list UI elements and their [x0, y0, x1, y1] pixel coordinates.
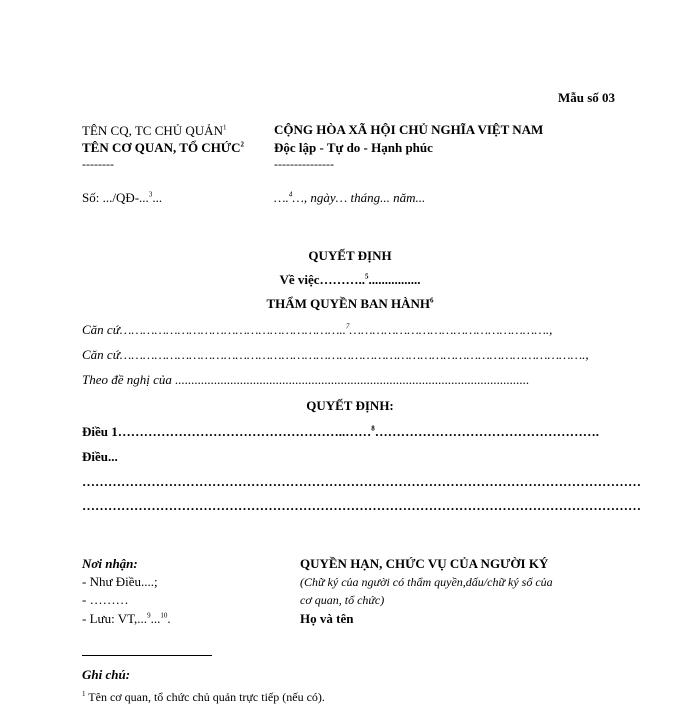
document-number: Số: .../QĐ-...$^3$...	[82, 190, 163, 205]
agency-name: TÊN CƠ QUAN, TỔ CHỨC$^2$	[82, 140, 245, 155]
signer-title: QUYỀN HẠN, CHỨC VỤ CỦA NGƯỜI KÝ	[300, 556, 549, 571]
parent-agency-name: TÊN CQ, TC CHỦ QUẢN$^1$	[82, 123, 227, 138]
national-title: CỘNG HÒA XÃ HỘI CHỦ NGHĨA VIỆT NAM	[274, 122, 544, 137]
signature-instruction-2: cơ quan, tổ chức)	[300, 593, 385, 607]
footnote-1: $^1$ Tên cơ quan, tổ chức chủ quản trực tiếp (nếu có).	[82, 690, 325, 704]
right-separator: ---------------	[274, 157, 334, 171]
recipient-archive: - Lưu: VT,...$^9$...$^{10}$.	[82, 611, 171, 626]
dotted-line-2: …………………………………………………………………………………………………………………	[82, 498, 641, 513]
issuing-authority: THẨM QUYỀN BAN HÀNH$^6$	[266, 296, 434, 311]
proposal-line: Theo đề nghị của .............................................................................................................	[82, 372, 530, 387]
decides-heading: QUYẾT ĐỊNH:	[306, 398, 394, 413]
place-date: ….$^4$…, ngày… tháng... năm...	[274, 190, 426, 205]
basis-line-1: Căn cứ…………………………………………………..$^7$…………………………………………….,	[82, 322, 553, 337]
article-1: Điều 1……………………………………………..……$^8$…………………………………………….	[82, 424, 599, 439]
basis-line-2: Căn cứ………………………………………………………………………………………………………….,	[82, 347, 589, 362]
recipient-item-2: - ………	[82, 592, 129, 607]
national-motto: Độc lập - Tự do - Hạnh phúc	[274, 140, 433, 155]
dotted-line-1: …………………………………………………………………………………………………………………	[82, 474, 641, 489]
signer-name: Họ và tên	[300, 611, 354, 626]
left-separator: --------	[82, 157, 114, 171]
decision-subject: Về việc………..$^5$................	[279, 272, 421, 287]
recipients-label: Nơi nhận:	[82, 556, 138, 571]
signature-instruction-1: (Chữ ký của người có thẩm quyền,dấu/chữ ký số của	[300, 575, 553, 589]
recipient-item-1: - Như Điều....;	[82, 574, 158, 589]
footnote-divider	[82, 655, 212, 656]
article-n: Điều...	[82, 449, 118, 464]
decision-title: QUYẾT ĐỊNH	[308, 248, 392, 263]
notes-label: Ghi chú:	[82, 667, 131, 682]
form-number: Mẫu số 03	[558, 90, 616, 105]
